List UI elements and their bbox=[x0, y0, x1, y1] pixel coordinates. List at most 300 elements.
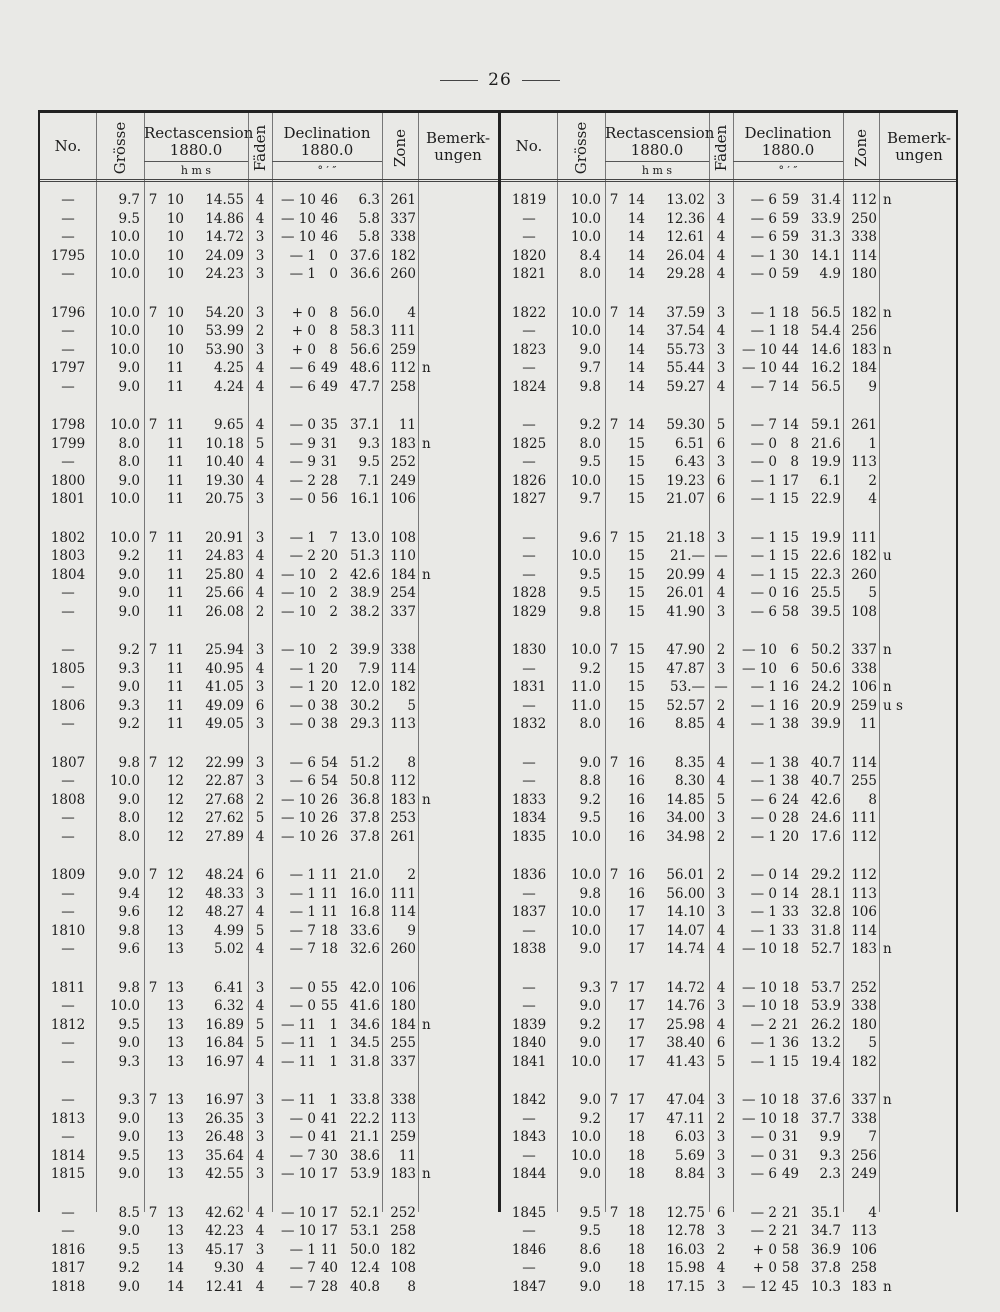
cell-zone: 108 bbox=[390, 1260, 416, 1276]
cell-dec-min: 26 bbox=[320, 810, 338, 826]
right-header-bemerk: Bemerk- bbox=[886, 129, 952, 147]
table-row bbox=[501, 772, 956, 790]
cell-no: — bbox=[61, 904, 75, 920]
cell-groesse: 9.8 bbox=[118, 922, 140, 939]
cell-no: 1825 bbox=[511, 435, 547, 452]
cell-no: 1842 bbox=[511, 1092, 547, 1108]
left-header-rule bbox=[40, 179, 498, 182]
cell-dec-min: 8 bbox=[329, 323, 338, 339]
cell-dec-min: 14 bbox=[781, 885, 799, 902]
cell-dec-sec: 29.2 bbox=[810, 867, 841, 883]
cell-groesse: 9.3 bbox=[579, 979, 601, 996]
cell-ra-s: 8.85 bbox=[674, 716, 705, 732]
cell-dec-min: 54 bbox=[320, 773, 338, 789]
cell-ra-s: 8.30 bbox=[674, 773, 705, 789]
cell-dec-sec: 16.0 bbox=[349, 885, 380, 902]
cell-dec-deg: + 0 bbox=[752, 1241, 777, 1258]
cell-dec-sec: 13.0 bbox=[349, 529, 380, 546]
cell-dec-min: 26 bbox=[320, 828, 338, 845]
cell-dec-deg: — 6 bbox=[750, 229, 777, 245]
cell-dec-min: 11 bbox=[320, 885, 338, 902]
page-number-text: 26 bbox=[488, 70, 512, 90]
table-row bbox=[501, 191, 956, 209]
cell-zone: 111 bbox=[851, 810, 877, 826]
cell-no: 1798 bbox=[50, 417, 86, 433]
cell-ra-h: 7 bbox=[148, 192, 158, 208]
cell-groesse: 9.5 bbox=[118, 1147, 140, 1164]
left-header-dec: Declination bbox=[283, 124, 371, 142]
cell-zone: 1 bbox=[868, 435, 877, 452]
cell-dec-deg: — 2 bbox=[289, 548, 316, 564]
cell-ra-m: 11 bbox=[166, 679, 184, 695]
cell-faeden: 3 bbox=[255, 1129, 265, 1145]
cell-dec-min: 59 bbox=[781, 192, 799, 208]
cell-dec-min: 15 bbox=[781, 548, 799, 564]
cell-dec-min: 49 bbox=[320, 360, 338, 376]
cell-dec-min: 18 bbox=[781, 1110, 799, 1127]
cell-dec-deg: — 10 bbox=[281, 1223, 316, 1239]
cell-dec-deg: — 10 bbox=[742, 341, 777, 358]
cell-zone: 2 bbox=[868, 472, 877, 489]
cell-dec-deg: — 1 bbox=[289, 266, 316, 282]
cell-dec-sec: 40.7 bbox=[810, 754, 841, 771]
cell-dec-min: 49 bbox=[781, 1166, 799, 1182]
cell-dec-min: 28 bbox=[320, 1278, 338, 1295]
cell-dec-deg: — 0 bbox=[289, 979, 316, 996]
cell-dec-deg: — 10 bbox=[742, 360, 777, 376]
cell-ra-s: 12.75 bbox=[666, 1204, 705, 1221]
cell-ra-h: 7 bbox=[609, 1204, 619, 1221]
table-row bbox=[501, 603, 956, 621]
cell-no: 1800 bbox=[50, 472, 86, 489]
cell-dec-deg: — 11 bbox=[281, 1016, 316, 1033]
cell-no: — bbox=[522, 1110, 536, 1127]
cell-dec-sec: 56.6 bbox=[349, 341, 380, 358]
cell-ra-m: 15 bbox=[627, 679, 645, 695]
cell-ra-s: 15.98 bbox=[666, 1260, 705, 1276]
cell-ra-m: 11 bbox=[166, 417, 184, 433]
cell-dec-sec: 35.1 bbox=[810, 1204, 841, 1221]
cell-dec-deg: — 2 bbox=[750, 1016, 777, 1033]
cell-groesse: 9.7 bbox=[579, 491, 601, 507]
cell-ra-m: 11 bbox=[166, 585, 184, 601]
cell-dec-sec: 22.2 bbox=[349, 1110, 380, 1127]
cell-no: — bbox=[522, 922, 536, 939]
cell-no: 1845 bbox=[511, 1204, 547, 1221]
cell-ra-m: 11 bbox=[166, 642, 184, 658]
cell-groesse: 9.0 bbox=[579, 1278, 601, 1295]
table-row bbox=[501, 529, 956, 547]
cell-groesse: 9.6 bbox=[579, 529, 601, 546]
cell-zone: 106 bbox=[851, 679, 877, 695]
cell-dec-min: 18 bbox=[781, 998, 799, 1014]
cell-faeden: 5 bbox=[255, 810, 265, 826]
cell-no: 1804 bbox=[50, 566, 86, 583]
cell-no: 1824 bbox=[511, 378, 547, 395]
cell-ra-m: 11 bbox=[166, 472, 184, 489]
cell-groesse: 10.0 bbox=[570, 1147, 601, 1164]
cell-groesse: 9.0 bbox=[118, 1223, 140, 1239]
right-header-groesse: Grösse bbox=[572, 121, 590, 175]
table-row bbox=[40, 772, 498, 790]
cell-ra-s: 4.24 bbox=[213, 378, 244, 395]
cell-ra-s: 26.01 bbox=[666, 585, 705, 601]
left-header-no: No. bbox=[54, 137, 82, 155]
cell-faeden: 4 bbox=[716, 773, 726, 789]
cell-ra-m: 16 bbox=[627, 716, 645, 732]
cell-dec-sec: 56.0 bbox=[349, 304, 380, 321]
cell-no: 1820 bbox=[511, 247, 547, 264]
cell-groesse: 9.5 bbox=[118, 1241, 140, 1258]
cell-dec-deg: — 1 bbox=[750, 548, 777, 564]
cell-groesse: 10.0 bbox=[109, 998, 140, 1014]
cell-dec-min: 20 bbox=[320, 548, 338, 564]
cell-ra-m: 16 bbox=[627, 810, 645, 826]
cell-ra-m: 11 bbox=[166, 360, 184, 376]
cell-no: 1807 bbox=[50, 754, 86, 771]
cell-ra-m: 16 bbox=[627, 885, 645, 902]
cell-ra-m: 10 bbox=[166, 247, 184, 264]
cell-ra-s: 54.20 bbox=[205, 304, 244, 321]
cell-ra-h: 7 bbox=[148, 529, 158, 546]
cell-no: — bbox=[61, 998, 75, 1014]
cell-dec-min: 20 bbox=[781, 828, 799, 845]
cell-groesse: 10.0 bbox=[570, 192, 601, 208]
cell-dec-sec: 12.0 bbox=[349, 679, 380, 695]
cell-dec-deg: — 1 bbox=[750, 679, 777, 695]
cell-zone: 110 bbox=[390, 548, 416, 564]
table-row bbox=[501, 1110, 956, 1128]
cell-zone: 180 bbox=[390, 998, 416, 1014]
cell-no: 1806 bbox=[50, 697, 86, 714]
cell-ra-m: 15 bbox=[627, 660, 645, 677]
cell-dec-min: 31 bbox=[781, 1147, 799, 1164]
cell-groesse: 9.5 bbox=[579, 1223, 601, 1239]
cell-dec-sec: 25.5 bbox=[810, 585, 841, 601]
cell-dec-deg: — 1 bbox=[750, 697, 777, 714]
cell-no: 1831 bbox=[511, 679, 547, 695]
cell-dec-deg: — 1 bbox=[750, 529, 777, 546]
cell-dec-deg: — 1 bbox=[750, 566, 777, 583]
cell-zone: 182 bbox=[851, 304, 877, 321]
table-row bbox=[40, 678, 498, 696]
cell-dec-sec: 32.6 bbox=[349, 941, 380, 957]
cell-no: 1803 bbox=[50, 548, 86, 564]
cell-ra-s: 38.40 bbox=[666, 1035, 705, 1051]
cell-groesse: 9.0 bbox=[118, 566, 140, 583]
cell-zone: 11 bbox=[398, 1147, 416, 1164]
cell-ra-m: 16 bbox=[627, 828, 645, 845]
table-row bbox=[40, 979, 498, 997]
cell-ra-h: 7 bbox=[609, 417, 619, 433]
cell-dec-deg: — 6 bbox=[289, 378, 316, 395]
cell-dec-min: 1 bbox=[329, 1035, 338, 1051]
cell-ra-s: 48.24 bbox=[205, 867, 244, 883]
cell-dec-deg: — 6 bbox=[750, 1166, 777, 1182]
cell-dec-deg: + 0 bbox=[291, 304, 316, 321]
cell-dec-min: 41 bbox=[320, 1129, 338, 1145]
cell-zone: 252 bbox=[390, 454, 416, 470]
table-row bbox=[40, 809, 498, 827]
cell-groesse: 9.0 bbox=[118, 360, 140, 376]
cell-ra-s: 16.97 bbox=[205, 1092, 244, 1108]
cell-zone: 114 bbox=[390, 660, 416, 677]
cell-dec-min: 24 bbox=[781, 791, 799, 808]
cell-zone: 11 bbox=[859, 716, 877, 732]
cell-faeden: 2 bbox=[716, 828, 726, 845]
cell-dec-min: 58 bbox=[781, 1241, 799, 1258]
cell-no: — bbox=[522, 773, 536, 789]
cell-dec-deg: — 0 bbox=[289, 716, 316, 732]
cell-ra-m: 12 bbox=[166, 828, 184, 845]
cell-ra-m: 12 bbox=[166, 754, 184, 771]
cell-zone: 260 bbox=[390, 266, 416, 282]
cell-no: — bbox=[61, 885, 75, 902]
cell-ra-s: 22.99 bbox=[205, 754, 244, 771]
cell-bemerk: n bbox=[422, 791, 431, 808]
right-header-dec-epoch: 1880.0 bbox=[761, 141, 815, 159]
cell-ra-s: 42.62 bbox=[205, 1204, 244, 1221]
cell-zone: 106 bbox=[390, 979, 416, 996]
cell-no: — bbox=[61, 603, 75, 620]
table-row bbox=[501, 472, 956, 490]
cell-faeden: 3 bbox=[255, 642, 265, 658]
cell-ra-h: 7 bbox=[148, 304, 158, 321]
cell-zone: 182 bbox=[390, 247, 416, 264]
cell-dec-min: 30 bbox=[320, 1147, 338, 1164]
cell-groesse: 9.6 bbox=[118, 941, 140, 957]
cell-zone: 261 bbox=[851, 417, 877, 433]
cell-ra-s: 59.27 bbox=[666, 378, 705, 395]
cell-ra-m: 14 bbox=[166, 1278, 184, 1295]
cell-no: 1808 bbox=[50, 791, 86, 808]
cell-dec-sec: 5.8 bbox=[358, 229, 380, 245]
cell-dec-min: 58 bbox=[781, 603, 799, 620]
cell-groesse: 10.0 bbox=[570, 904, 601, 920]
cell-zone: 337 bbox=[390, 210, 416, 227]
cell-ra-s: 6.51 bbox=[674, 435, 705, 452]
cell-zone: 252 bbox=[851, 979, 877, 996]
cell-dec-min: 18 bbox=[781, 1092, 799, 1108]
table-row bbox=[501, 210, 956, 228]
cell-dec-min: 14 bbox=[781, 417, 799, 433]
cell-zone: 184 bbox=[390, 566, 416, 583]
cell-dec-min: 46 bbox=[320, 192, 338, 208]
cell-ra-m: 10 bbox=[166, 266, 184, 282]
cell-faeden: 4 bbox=[716, 1016, 726, 1033]
cell-dec-sec: 6.3 bbox=[358, 192, 380, 208]
cell-ra-m: 11 bbox=[166, 491, 184, 507]
cell-dec-min: 8 bbox=[790, 454, 799, 470]
cell-faeden: 6 bbox=[255, 867, 265, 883]
cell-ra-m: 16 bbox=[627, 773, 645, 789]
cell-dec-sec: 38.6 bbox=[349, 1147, 380, 1164]
cell-zone: 184 bbox=[851, 360, 877, 376]
cell-no: 1796 bbox=[50, 304, 86, 321]
cell-dec-deg: — 10 bbox=[742, 979, 777, 996]
cell-ra-m: 17 bbox=[627, 904, 645, 920]
cell-ra-h: 7 bbox=[609, 979, 619, 996]
cell-no: — bbox=[522, 566, 536, 583]
cell-groesse: 9.0 bbox=[118, 1166, 140, 1182]
cell-dec-sec: 30.2 bbox=[349, 697, 380, 714]
cell-dec-min: 28 bbox=[320, 472, 338, 489]
cell-ra-s: 16.03 bbox=[666, 1241, 705, 1258]
cell-ra-s: 8.35 bbox=[674, 754, 705, 771]
table-row bbox=[501, 1053, 956, 1071]
table-row bbox=[501, 678, 956, 696]
cell-ra-s: 9.65 bbox=[213, 417, 244, 433]
cell-dec-min: 1 bbox=[329, 1053, 338, 1070]
cell-dec-sec: 48.6 bbox=[349, 360, 380, 376]
cell-ra-s: 12.61 bbox=[666, 229, 705, 245]
table-row bbox=[501, 435, 956, 453]
cell-dec-deg: — 1 bbox=[750, 491, 777, 507]
cell-dec-min: 2 bbox=[329, 642, 338, 658]
cell-groesse: 10.0 bbox=[570, 642, 601, 658]
cell-dec-sec: 51.3 bbox=[349, 548, 380, 564]
cell-dec-min: 8 bbox=[329, 341, 338, 358]
cell-zone: 7 bbox=[868, 1129, 877, 1145]
cell-ra-s: 16.89 bbox=[205, 1016, 244, 1033]
cell-no: — bbox=[61, 679, 75, 695]
left-header-ra: Rectascension bbox=[144, 124, 254, 142]
cell-dec-min: 17 bbox=[320, 1223, 338, 1239]
cell-ra-m: 15 bbox=[627, 472, 645, 489]
cell-ra-s: 25.94 bbox=[205, 642, 244, 658]
cell-ra-s: 14.10 bbox=[666, 904, 705, 920]
cell-no: 1795 bbox=[50, 247, 86, 264]
cell-faeden: 4 bbox=[716, 323, 726, 339]
cell-faeden: 5 bbox=[716, 417, 726, 433]
table-row bbox=[40, 1016, 498, 1034]
cell-ra-m: 13 bbox=[166, 1223, 184, 1239]
right-header-ra-units: h m s bbox=[641, 164, 673, 177]
cell-zone: 111 bbox=[851, 529, 877, 546]
cell-ra-h: 7 bbox=[148, 1092, 158, 1108]
cell-no: 1816 bbox=[50, 1241, 86, 1258]
cell-ra-s: 24.83 bbox=[205, 548, 244, 564]
cell-dec-deg: — 1 bbox=[750, 1035, 777, 1051]
cell-dec-sec: 40.8 bbox=[349, 1278, 380, 1295]
table-row bbox=[40, 1128, 498, 1146]
cell-groesse: 10.0 bbox=[109, 529, 140, 546]
right-header-subrule bbox=[733, 161, 843, 162]
cell-no: — bbox=[522, 754, 536, 771]
cell-ra-m: 13 bbox=[166, 1147, 184, 1164]
right-header-faeden: Fäden bbox=[712, 124, 730, 172]
right-header-subrule bbox=[605, 161, 709, 162]
cell-groesse: 9.2 bbox=[118, 642, 140, 658]
cell-zone: 9 bbox=[407, 922, 416, 939]
cell-dec-sec: 39.9 bbox=[349, 642, 380, 658]
table-row bbox=[40, 922, 498, 940]
cell-bemerk: n bbox=[883, 192, 892, 208]
cell-ra-s: 34.00 bbox=[666, 810, 705, 826]
cell-bemerk: n bbox=[422, 1166, 431, 1182]
cell-dec-sec: 28.1 bbox=[810, 885, 841, 902]
table-half-left bbox=[40, 113, 501, 1295]
cell-zone: 258 bbox=[390, 1223, 416, 1239]
cell-faeden: 2 bbox=[716, 642, 726, 658]
cell-ra-m: 13 bbox=[166, 941, 184, 957]
cell-dec-min: 33 bbox=[781, 904, 799, 920]
cell-bemerk: n bbox=[883, 1278, 892, 1295]
cell-ra-m: 16 bbox=[627, 867, 645, 883]
cell-dec-deg: — 1 bbox=[750, 304, 777, 321]
table-row bbox=[40, 228, 498, 246]
cell-no: — bbox=[522, 529, 536, 546]
cell-zone: 337 bbox=[390, 1053, 416, 1070]
cell-dec-sec: 56.5 bbox=[810, 304, 841, 321]
cell-dec-min: 38 bbox=[320, 697, 338, 714]
cell-ra-m: 18 bbox=[627, 1241, 645, 1258]
table-row bbox=[40, 322, 498, 340]
cell-dec-sec: 19.9 bbox=[810, 529, 841, 546]
cell-dec-min: 2 bbox=[329, 566, 338, 583]
cell-no: — bbox=[522, 210, 536, 227]
cell-ra-s: 45.17 bbox=[205, 1241, 244, 1258]
table-row bbox=[501, 584, 956, 602]
cell-zone: 112 bbox=[851, 192, 877, 208]
cell-no: 1805 bbox=[50, 660, 86, 677]
cell-ra-h: 7 bbox=[148, 417, 158, 433]
cell-zone: 4 bbox=[868, 1204, 877, 1221]
cell-zone: 106 bbox=[390, 491, 416, 507]
cell-dec-sec: 31.3 bbox=[810, 229, 841, 245]
cell-groesse: 9.2 bbox=[579, 417, 601, 433]
cell-dec-deg: — 0 bbox=[750, 266, 777, 282]
cell-ra-m: 10 bbox=[166, 210, 184, 227]
table-row bbox=[40, 1147, 498, 1165]
cell-dec-deg: — 10 bbox=[281, 1204, 316, 1221]
cell-dec-sec: 7.1 bbox=[358, 472, 380, 489]
cell-ra-m: 16 bbox=[627, 791, 645, 808]
cell-ra-s: 42.23 bbox=[205, 1223, 244, 1239]
cell-faeden: 3 bbox=[716, 192, 726, 208]
cell-ra-m: 13 bbox=[166, 1016, 184, 1033]
cell-dec-sec: 21.1 bbox=[349, 1129, 380, 1145]
cell-dec-sec: 24.2 bbox=[810, 679, 841, 695]
cell-zone: 180 bbox=[851, 1016, 877, 1033]
table-row bbox=[40, 529, 498, 547]
cell-zone: 4 bbox=[407, 304, 416, 321]
cell-faeden: 4 bbox=[255, 1260, 265, 1276]
table-row bbox=[40, 435, 498, 453]
cell-ra-m: 10 bbox=[166, 341, 184, 358]
table-row bbox=[40, 584, 498, 602]
cell-dec-deg: — 0 bbox=[289, 1110, 316, 1127]
table-row bbox=[40, 660, 498, 678]
cell-ra-h: 7 bbox=[609, 1092, 619, 1108]
cell-zone: 184 bbox=[390, 1016, 416, 1033]
cell-ra-m: 11 bbox=[166, 435, 184, 452]
cell-dec-sec: 56.5 bbox=[810, 378, 841, 395]
cell-faeden: 4 bbox=[255, 585, 265, 601]
cell-zone: 253 bbox=[390, 810, 416, 826]
cell-ra-s: 55.73 bbox=[666, 341, 705, 358]
table-row bbox=[501, 641, 956, 659]
cell-faeden: 4 bbox=[255, 660, 265, 677]
cell-no: 1817 bbox=[50, 1260, 86, 1276]
cell-bemerk: n bbox=[883, 679, 892, 695]
cell-ra-s: 5.69 bbox=[674, 1147, 705, 1164]
cell-ra-m: 11 bbox=[166, 603, 184, 620]
cell-faeden: 2 bbox=[255, 791, 265, 808]
cell-dec-min: 15 bbox=[781, 491, 799, 507]
cell-dec-min: 14 bbox=[781, 867, 799, 883]
cell-bemerk: n bbox=[883, 1092, 892, 1108]
